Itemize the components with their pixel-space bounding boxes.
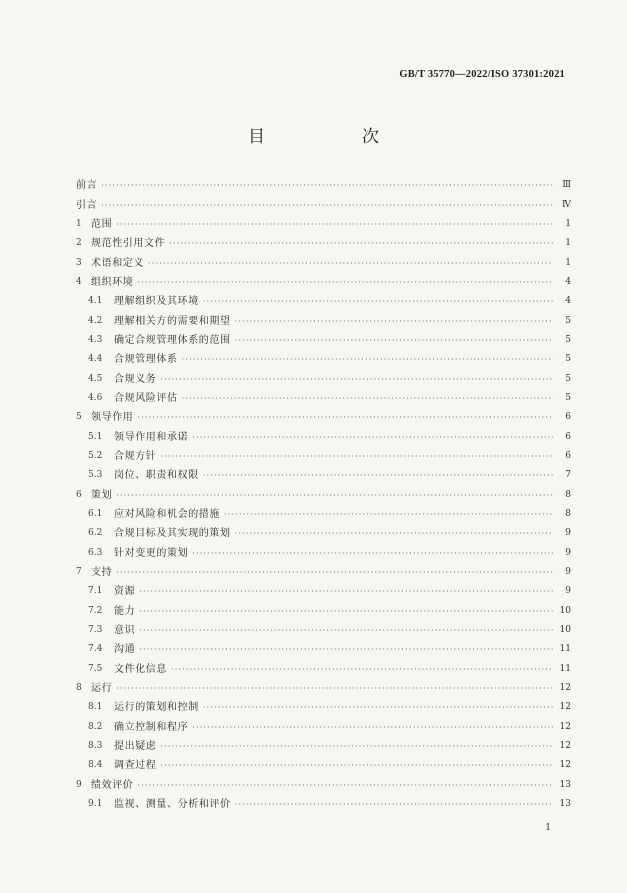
toc-entry-label: 合规方针 <box>114 450 157 462</box>
toc-entry-number: 6 <box>76 489 82 500</box>
toc-entry-label: 调查过程 <box>114 760 157 772</box>
toc-leader-dots <box>235 331 553 350</box>
toc-entry[interactable] <box>76 234 571 253</box>
page-number: 1 <box>545 823 551 833</box>
toc-entry-label: 理解组织及其环境 <box>114 296 199 308</box>
toc-entry-page: 11 <box>559 663 571 674</box>
toc-entry-label: 沟通 <box>114 644 136 656</box>
toc-entry-number: 7.2 <box>88 605 103 616</box>
toc-entry-label: 规范性引用文件 <box>91 238 166 250</box>
toc-entry-number: 8 <box>76 683 82 694</box>
toc-entry-page: 6 <box>565 431 571 442</box>
toc-leader-dots <box>235 524 553 543</box>
toc-entry-number: 8.4 <box>88 760 103 771</box>
toc-entry[interactable] <box>76 447 571 466</box>
toc-leader-dots <box>235 795 553 814</box>
toc-entry[interactable] <box>76 679 571 698</box>
toc-entry-number: 4.2 <box>88 315 103 326</box>
toc-entry[interactable] <box>76 756 571 775</box>
toc-leader-dots <box>169 234 553 253</box>
toc-entry-label: 针对变更的策划 <box>114 547 189 559</box>
toc-leader-dots <box>137 273 553 292</box>
toc-leader-dots <box>101 196 553 215</box>
toc-leader-dots <box>182 350 553 369</box>
toc-entry-number: 8.1 <box>88 702 103 713</box>
toc-entry-page: 5 <box>565 315 571 326</box>
toc-entry-page: 5 <box>565 392 571 403</box>
toc-entry[interactable] <box>76 273 571 292</box>
toc-entry-number: 7.4 <box>88 644 103 655</box>
toc-entry-page: 8 <box>565 509 571 520</box>
toc-entry-label: 能力 <box>114 605 136 617</box>
toc-entry[interactable] <box>76 311 571 330</box>
toc-entry-number: 6.3 <box>88 547 103 558</box>
toc-entry-page: 9 <box>565 567 571 578</box>
toc-entry-number: 5.3 <box>88 470 103 481</box>
toc-leader-dots <box>137 776 553 795</box>
toc-leader-dots <box>224 505 553 524</box>
toc-entry-number: 5.1 <box>88 431 103 442</box>
toc-leader-dots <box>148 254 553 273</box>
toc-leader-dots <box>116 679 553 698</box>
toc-entry-label: 合规管理体系 <box>114 354 178 366</box>
toc-entry[interactable] <box>76 524 571 543</box>
toc-entry-label: 确立控制和程序 <box>114 721 189 733</box>
toc-entry-label: 应对风险和机会的措施 <box>114 509 220 521</box>
toc-leader-dots <box>116 486 553 505</box>
toc-entry-label: 文件化信息 <box>114 663 167 675</box>
toc-entry-number: 2 <box>76 238 82 249</box>
toc-entry-number: 7.5 <box>88 663 103 674</box>
toc-entry-label: 绩效评价 <box>91 779 134 791</box>
toc-entry-label: 引言 <box>76 199 98 211</box>
toc-entry-label: 合规风险评估 <box>114 392 178 404</box>
toc-entry-page: 10 <box>559 625 571 636</box>
toc-entry[interactable] <box>76 215 571 234</box>
toc-entry-label: 范围 <box>91 218 113 230</box>
toc-entry[interactable] <box>76 737 571 756</box>
toc-leader-dots <box>182 389 553 408</box>
toc-leader-dots <box>192 718 553 737</box>
toc-entry-page: 5 <box>565 373 571 384</box>
toc-leader-dots <box>101 176 553 195</box>
toc-entry-number: 1 <box>76 218 82 229</box>
toc-entry-page: 8 <box>565 489 571 500</box>
toc-entry-page: 4 <box>565 276 571 287</box>
toc-entry-number: 9 <box>76 779 82 790</box>
toc-entry-number: 4.6 <box>88 392 103 403</box>
toc-entry[interactable] <box>76 640 571 659</box>
toc-entry[interactable] <box>76 776 571 795</box>
toc-leader-dots <box>171 660 553 679</box>
toc-entry[interactable] <box>76 408 571 427</box>
toc-entry-page: 5 <box>565 334 571 345</box>
toc-entry-label: 合规目标及其实现的策划 <box>114 528 231 540</box>
toc-entry-page: 9 <box>565 528 571 539</box>
toc-leader-dots <box>160 756 553 775</box>
toc-entry-page: 5 <box>565 354 571 365</box>
toc-entry-page: 12 <box>559 741 571 752</box>
toc-entry-page: 10 <box>559 605 571 616</box>
toc-entry-page: 12 <box>559 702 571 713</box>
toc-entry-label: 领导作用 <box>91 412 134 424</box>
toc-entry[interactable] <box>76 486 571 505</box>
toc-entry-page: 9 <box>565 586 571 597</box>
toc-entry-number: 4.1 <box>88 296 103 307</box>
toc-entry[interactable] <box>76 350 571 369</box>
toc-entry-page: 12 <box>559 721 571 732</box>
toc-entry[interactable] <box>76 176 571 195</box>
toc-entry[interactable] <box>76 292 571 311</box>
toc-entry-label: 策划 <box>91 489 113 501</box>
toc-leader-dots <box>139 602 553 621</box>
toc-leader-dots <box>235 312 553 331</box>
toc-entry-number: 6.1 <box>88 509 103 520</box>
toc-leader-dots <box>203 698 553 717</box>
toc-leader-dots <box>160 737 553 756</box>
toc-leader-dots <box>137 408 553 427</box>
toc-entry-number: 8.3 <box>88 741 103 752</box>
toc-entry-number: 4 <box>76 276 82 287</box>
toc-entry-number: 5 <box>76 412 82 423</box>
toc-entry[interactable] <box>76 718 571 737</box>
toc-entry[interactable] <box>76 563 571 582</box>
toc-entry-label: 资源 <box>114 586 136 598</box>
toc-entry-number: 3 <box>76 257 82 268</box>
toc-entry[interactable] <box>76 795 571 814</box>
toc-entry[interactable] <box>76 505 571 524</box>
toc-entry-label: 岗位、职责和权限 <box>114 470 199 482</box>
toc-entry-page: 1 <box>565 238 571 249</box>
toc-entry-number: 4.4 <box>88 354 103 365</box>
toc-entry[interactable] <box>76 389 571 408</box>
toc-entry[interactable] <box>76 698 571 717</box>
toc-leader-dots <box>192 428 553 447</box>
toc-entry-number: 5.2 <box>88 450 103 461</box>
toc-entry-page: 6 <box>565 412 571 423</box>
toc-entry-number: 7.3 <box>88 625 103 636</box>
toc-entry-label: 合规义务 <box>114 373 157 385</box>
toc-entry-page: 12 <box>559 760 571 771</box>
toc-entry-number: 4.5 <box>88 373 103 384</box>
toc-entry[interactable] <box>76 582 571 601</box>
toc-leader-dots <box>116 563 553 582</box>
toc-leader-dots <box>160 447 553 466</box>
toc-entry-page: 1 <box>565 257 571 268</box>
toc-entry-number: 6.2 <box>88 528 103 539</box>
toc-entry-label: 术语和定义 <box>91 257 144 269</box>
toc-entry-number: 4.3 <box>88 334 103 345</box>
table-of-contents <box>76 176 571 814</box>
toc-entry-label: 提出疑虑 <box>114 741 157 753</box>
toc-leader-dots <box>116 215 553 234</box>
toc-entry-number: 8.2 <box>88 721 103 732</box>
toc-entry[interactable] <box>76 544 571 563</box>
toc-leader-dots <box>192 544 553 563</box>
toc-entry-label: 领导作用和承诺 <box>114 431 189 443</box>
toc-entry[interactable] <box>76 195 571 214</box>
toc-leader-dots <box>139 582 553 601</box>
toc-entry-page: 12 <box>559 683 571 694</box>
toc-entry[interactable] <box>76 660 571 679</box>
toc-entry-label: 前言 <box>76 180 98 192</box>
toc-entry-label: 组织环境 <box>91 276 134 288</box>
toc-leader-dots <box>139 621 553 640</box>
toc-entry-page: 1 <box>565 218 571 229</box>
toc-entry-page: 9 <box>565 547 571 558</box>
toc-entry-page: 11 <box>559 644 571 655</box>
toc-entry[interactable] <box>76 253 571 272</box>
toc-entry[interactable] <box>76 369 571 388</box>
toc-entry-page: 13 <box>559 799 571 810</box>
toc-entry-page: 6 <box>565 450 571 461</box>
toc-entry-number: 9.1 <box>88 799 103 810</box>
toc-entry[interactable] <box>76 621 571 640</box>
toc-entry[interactable] <box>76 466 571 485</box>
toc-entry-page: Ⅲ <box>562 180 571 191</box>
toc-entry-label: 确定合规管理体系的范围 <box>114 334 231 346</box>
toc-entry[interactable] <box>76 602 571 621</box>
toc-entry-page: Ⅳ <box>562 199 571 210</box>
toc-entry-number: 7 <box>76 567 82 578</box>
toc-leader-dots <box>139 640 553 659</box>
toc-entry-label: 意识 <box>114 625 136 637</box>
toc-leader-dots <box>203 292 553 311</box>
toc-entry-label: 支持 <box>91 567 113 579</box>
toc-leader-dots <box>160 370 553 389</box>
toc-entry-label: 监视、测量、分析和评价 <box>114 799 231 811</box>
page-title: 目 次 <box>248 127 419 147</box>
toc-entry-page: 7 <box>565 470 571 481</box>
toc-entry-page: 4 <box>565 296 571 307</box>
toc-entry-label: 运行的策划和控制 <box>114 702 199 714</box>
document-id: GB/T 35770—2022/ISO 37301:2021 <box>399 69 565 80</box>
toc-entry[interactable] <box>76 331 571 350</box>
toc-entry[interactable] <box>76 427 571 446</box>
toc-leader-dots <box>203 466 553 485</box>
toc-entry-page: 13 <box>559 779 571 790</box>
toc-entry-label: 运行 <box>91 683 113 695</box>
toc-entry-number: 7.1 <box>88 586 103 597</box>
toc-entry-label: 理解相关方的需要和期望 <box>114 315 231 327</box>
